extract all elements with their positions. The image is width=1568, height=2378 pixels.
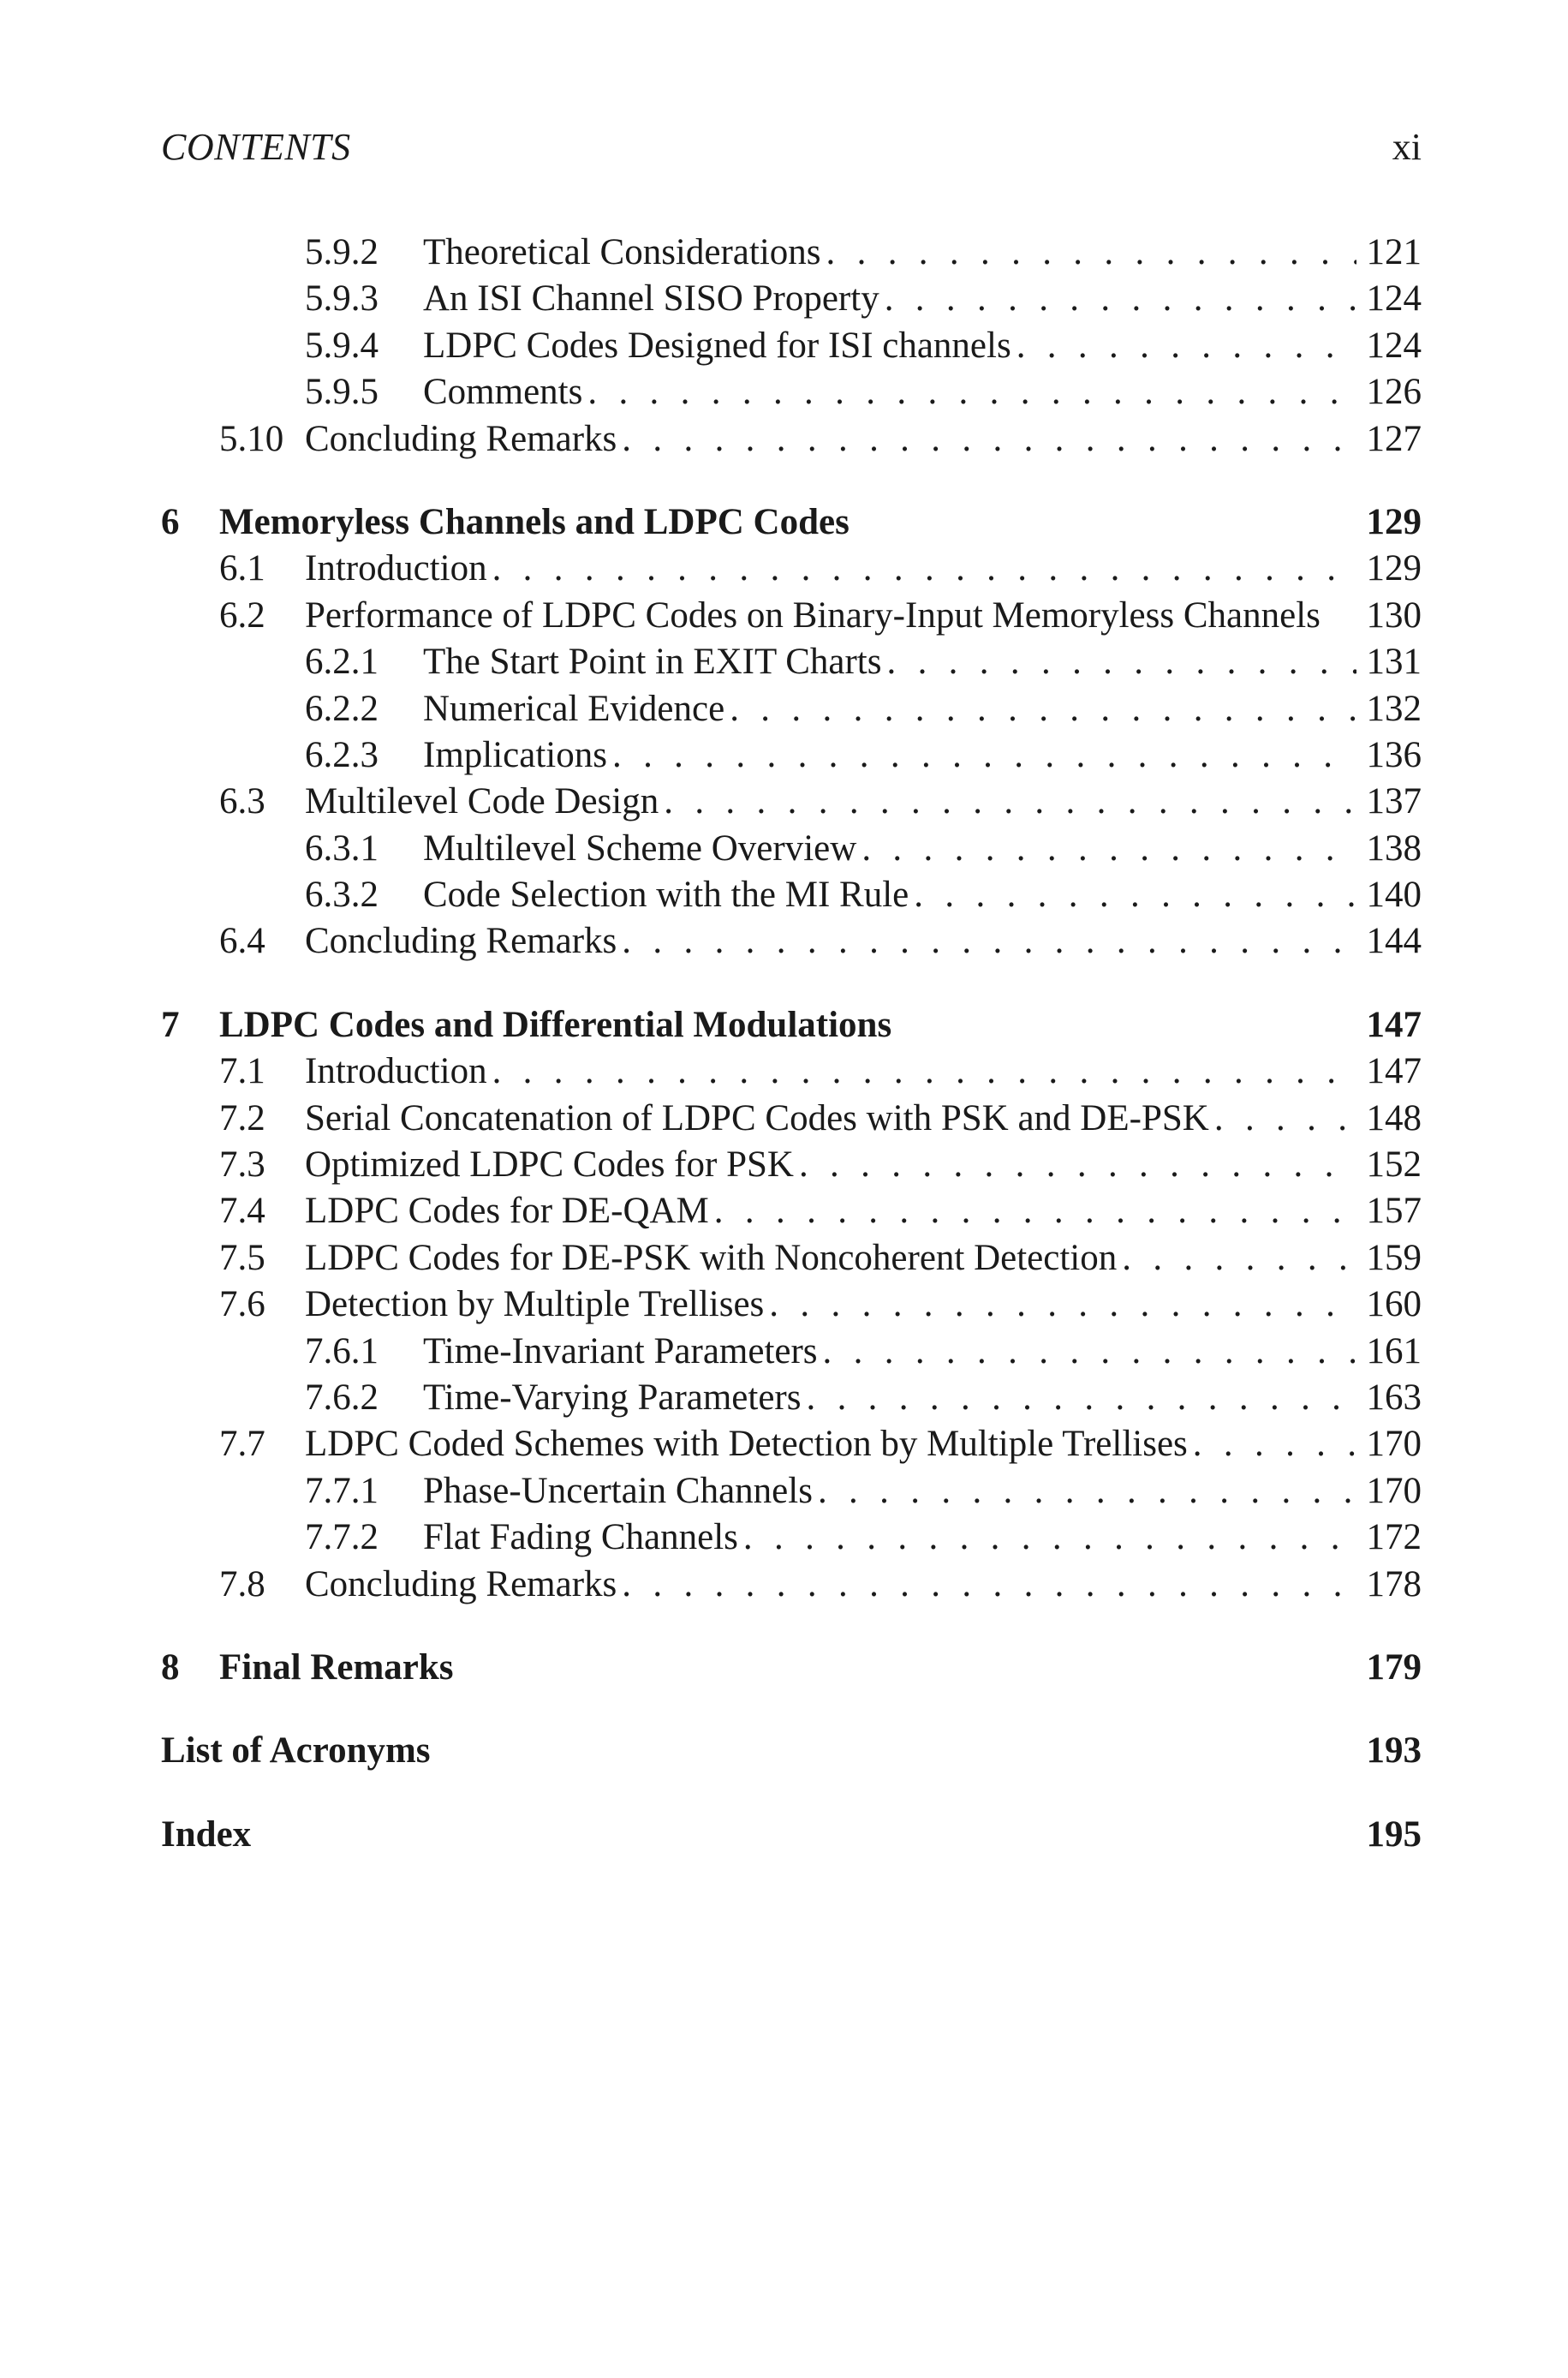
toc-entry[interactable]: [161, 230, 1422, 276]
toc-entry-page: 140: [1366, 875, 1422, 916]
toc-entry-page: 138: [1366, 828, 1422, 869]
toc-entry-title: Memoryless Channels and LDPC Codes: [219, 499, 855, 546]
toc-entry-page: 159: [1366, 1237, 1422, 1278]
dot-leader: [622, 1562, 1356, 1608]
toc-entry[interactable]: [161, 1468, 1422, 1515]
toc-entry-title: Flat Fading Channels: [423, 1515, 743, 1561]
dot-leader: [436, 1728, 1356, 1774]
toc-entry[interactable]: [161, 546, 1422, 592]
toc-entry-title-row: [305, 416, 1422, 463]
dot-leader: [1193, 1421, 1356, 1467]
toc-entry-title: Multilevel Code Design: [305, 779, 664, 825]
toc-entry-title: Detection by Multiple Trellises: [305, 1282, 769, 1328]
toc-entry-title: An ISI Channel SISO Property: [423, 276, 885, 322]
toc-entry-number: 5.9.4: [305, 325, 379, 366]
toc-entry-number: 5.9.3: [305, 278, 379, 320]
toc-entry-page: 136: [1366, 734, 1422, 775]
toc-entry-page: 161: [1366, 1330, 1422, 1371]
toc-entry-title-row: [423, 1468, 1422, 1515]
toc-entry[interactable]: [161, 1645, 1422, 1691]
toc-entry-title-row: [423, 230, 1422, 276]
toc-entry-number: 6.2: [219, 594, 265, 636]
toc-entry-number: 6.3.1: [305, 828, 379, 869]
toc-entry[interactable]: [161, 276, 1422, 322]
dot-leader: [886, 639, 1356, 685]
running-head-title: CONTENTS: [161, 126, 351, 168]
toc-entry[interactable]: [161, 593, 1422, 639]
toc-entry-number: 7: [161, 1004, 180, 1045]
dot-leader: [256, 1812, 1356, 1858]
table-of-contents: [161, 230, 1422, 1858]
dot-leader: [714, 1188, 1356, 1234]
dot-leader: [492, 546, 1356, 592]
toc-entry-number: 7.7.1: [305, 1470, 379, 1511]
dot-leader: [799, 1142, 1356, 1188]
toc-entry-title: Concluding Remarks: [305, 918, 622, 965]
toc-entry-page: 129: [1366, 501, 1422, 542]
toc-entry-number: 7.6: [219, 1284, 265, 1325]
toc-entry[interactable]: [161, 1375, 1422, 1421]
toc-entry-title: Serial Concatenation of LDPC Codes with PSK and DE-PSK: [305, 1096, 1214, 1142]
toc-entry-title-row: [305, 1049, 1422, 1095]
toc-entry-page: 147: [1366, 1051, 1422, 1092]
dot-leader: [492, 1049, 1356, 1095]
toc-entry-title: LDPC Codes and Differential Modulations: [219, 1002, 897, 1049]
toc-entry-page: 147: [1366, 1004, 1422, 1045]
toc-entry-page: 148: [1366, 1097, 1422, 1138]
toc-entry[interactable]: [161, 686, 1422, 732]
toc-entry-title-row: [423, 1375, 1422, 1421]
toc-entry-page: 160: [1366, 1284, 1422, 1325]
toc-entry-title: Concluding Remarks: [305, 416, 622, 463]
toc-entry[interactable]: [161, 1049, 1422, 1095]
toc-entry[interactable]: [161, 1421, 1422, 1467]
toc-entry-title-row: [305, 1421, 1422, 1467]
toc-entry-page: 193: [1366, 1730, 1422, 1772]
dot-leader: [622, 918, 1356, 965]
dot-leader: [823, 1329, 1356, 1375]
toc-entry-page: 144: [1366, 921, 1422, 962]
dot-leader: [885, 276, 1356, 322]
toc-entry-page: 131: [1366, 642, 1422, 683]
toc-entry-page: 132: [1366, 688, 1422, 729]
toc-entry-title: Final Remarks: [219, 1645, 459, 1691]
toc-entry-number: 7.3: [219, 1144, 265, 1186]
toc-entry-title: Performance of LDPC Codes on Binary-Input Memoryless Channels: [305, 593, 1326, 639]
dot-leader: [914, 872, 1356, 918]
toc-entry-title: Introduction: [305, 546, 492, 592]
toc-entry-page: 124: [1366, 325, 1422, 366]
toc-entry-number: 6.3.2: [305, 875, 379, 916]
toc-entry-title-row: [423, 872, 1422, 918]
toc-entry-title-row: [219, 1645, 1422, 1691]
toc-entry-title-row: [305, 918, 1422, 965]
toc-entry[interactable]: [161, 1515, 1422, 1561]
toc-entry-number: 7.5: [219, 1237, 265, 1278]
dot-leader: [1214, 1096, 1356, 1142]
toc-entry-title-row: [219, 499, 1422, 546]
dot-leader: [459, 1645, 1356, 1691]
toc-entry[interactable]: [161, 1728, 1422, 1774]
toc-entry-page: 163: [1366, 1377, 1422, 1418]
toc-entry-title: Theoretical Considerations: [423, 230, 826, 276]
toc-entry[interactable]: [161, 499, 1422, 546]
dot-leader: [1122, 1235, 1356, 1282]
toc-entry-title: Phase-Uncertain Channels: [423, 1468, 818, 1515]
toc-entry-title-row: [423, 323, 1422, 369]
toc-entry-page: 172: [1366, 1517, 1422, 1558]
toc-entry-title: Time-Invariant Parameters: [423, 1329, 823, 1375]
dot-leader: [622, 416, 1356, 463]
toc-entry-number: 6.4: [219, 921, 265, 962]
toc-entry-title-row: [423, 732, 1422, 779]
toc-entry-title: Numerical Evidence: [423, 686, 730, 732]
toc-entry-title: Concluding Remarks: [305, 1562, 622, 1608]
toc-entry[interactable]: [161, 1562, 1422, 1608]
toc-entry-number: 5.10: [219, 418, 284, 459]
toc-entry-title-row: [305, 1096, 1422, 1142]
toc-entry-title-row: [305, 1282, 1422, 1328]
toc-entry-number: 6.2.3: [305, 734, 379, 775]
toc-entry-title: LDPC Codes for DE-QAM: [305, 1188, 714, 1234]
dot-leader: [818, 1468, 1356, 1515]
dot-leader: [862, 826, 1356, 872]
toc-entry-title-row: [305, 1562, 1422, 1608]
toc-entry-number: 6.2.2: [305, 688, 379, 729]
toc-entry-page: 130: [1366, 594, 1422, 636]
toc-entry-number: 7.7: [219, 1424, 265, 1465]
dot-leader: [1326, 593, 1356, 639]
toc-entry-title-row: [423, 369, 1422, 415]
dot-leader: [1017, 323, 1356, 369]
toc-entry-number: 5.9.5: [305, 372, 379, 413]
dot-leader: [664, 779, 1356, 825]
dot-leader: [806, 1375, 1356, 1421]
toc-entry-title: Comments: [423, 369, 587, 415]
toc-entry-page: 179: [1366, 1646, 1422, 1688]
toc-entry-number: 7.8: [219, 1563, 265, 1604]
toc-entry-page: 121: [1366, 232, 1422, 272]
toc-entry[interactable]: [161, 323, 1422, 369]
toc-entry-title: LDPC Codes Designed for ISI channels: [423, 323, 1017, 369]
toc-entry-page: 178: [1366, 1563, 1422, 1604]
toc-entry-page: 170: [1366, 1470, 1422, 1511]
toc-entry[interactable]: [161, 918, 1422, 965]
toc-entry-title-row: [305, 546, 1422, 592]
toc-entry-title-row: [305, 593, 1422, 639]
toc-entry-page: 129: [1366, 548, 1422, 589]
toc-entry-title: The Start Point in EXIT Charts: [423, 639, 886, 685]
toc-entry-title: LDPC Coded Schemes with Detection by Multiple Trellises: [305, 1421, 1193, 1467]
toc-entry-page: 170: [1366, 1424, 1422, 1465]
toc-entry-number: 7.1: [219, 1051, 265, 1092]
toc-entry[interactable]: [161, 872, 1422, 918]
toc-entry-title-row: [423, 639, 1422, 685]
toc-entry-title-row: [423, 826, 1422, 872]
toc-entry-number: 6.3: [219, 781, 265, 822]
toc-entry[interactable]: [161, 1142, 1422, 1188]
toc-entry-title: List of Acronyms: [161, 1728, 436, 1774]
toc-entry-page: 195: [1366, 1813, 1422, 1855]
toc-entry-page: 157: [1366, 1191, 1422, 1232]
toc-entry-number: 7.4: [219, 1191, 265, 1232]
toc-entry-number: 7.7.2: [305, 1517, 379, 1558]
toc-entry[interactable]: [161, 779, 1422, 825]
toc-entry-number: 8: [161, 1646, 180, 1688]
toc-entry-title: Implications: [423, 732, 612, 779]
toc-entry-title-row: [423, 1515, 1422, 1561]
toc-entry-page: 152: [1366, 1144, 1422, 1186]
dot-leader: [769, 1282, 1356, 1328]
page-number: xi: [1392, 126, 1422, 168]
dot-leader: [743, 1515, 1356, 1561]
toc-entry-title-row: [305, 1188, 1422, 1234]
toc-entry-title: LDPC Codes for DE-PSK with Noncoherent Detection: [305, 1235, 1122, 1282]
toc-entry-title: Index: [161, 1812, 256, 1858]
toc-entry[interactable]: [161, 1096, 1422, 1142]
toc-entry-page: 127: [1366, 418, 1422, 459]
toc-entry[interactable]: [161, 1235, 1422, 1282]
toc-entry-title: Multilevel Scheme Overview: [423, 826, 862, 872]
toc-entry[interactable]: [161, 1282, 1422, 1328]
toc-entry-page: 124: [1366, 278, 1422, 320]
toc-entry-number: 6: [161, 501, 180, 542]
toc-entry-title-row: [305, 1142, 1422, 1188]
dot-leader: [612, 732, 1356, 779]
dot-leader: [897, 1002, 1356, 1049]
running-head: [161, 125, 1422, 173]
toc-entry[interactable]: [161, 1812, 1422, 1858]
toc-entry-title-row: [161, 1728, 1422, 1774]
toc-entry-title: Time-Varying Parameters: [423, 1375, 806, 1421]
dot-leader: [587, 369, 1356, 415]
toc-entry-number: 7.6.2: [305, 1377, 379, 1418]
toc-entry-number: 5.9.2: [305, 232, 379, 272]
toc-entry-title-row: [423, 686, 1422, 732]
toc-entry-title: Introduction: [305, 1049, 492, 1095]
toc-entry-number: 7.6.1: [305, 1330, 379, 1371]
toc-entry-title-row: [219, 1002, 1422, 1049]
toc-entry-title: Optimized LDPC Codes for PSK: [305, 1142, 799, 1188]
toc-entry[interactable]: [161, 1188, 1422, 1234]
toc-entry-title-row: [305, 1235, 1422, 1282]
toc-entry-page: 137: [1366, 781, 1422, 822]
toc-entry[interactable]: [161, 732, 1422, 779]
toc-entry[interactable]: [161, 826, 1422, 872]
toc-entry-title-row: [423, 1329, 1422, 1375]
toc-entry-number: 6.2.1: [305, 642, 379, 683]
toc-entry-number: 7.2: [219, 1097, 265, 1138]
toc-entry-title-row: [161, 1812, 1422, 1858]
toc-entry[interactable]: [161, 639, 1422, 685]
toc-entry[interactable]: [161, 416, 1422, 463]
dot-leader: [855, 499, 1356, 546]
toc-entry-page: 126: [1366, 372, 1422, 413]
toc-entry[interactable]: [161, 369, 1422, 415]
dot-leader: [826, 230, 1357, 276]
toc-entry-title-row: [423, 276, 1422, 322]
dot-leader: [730, 686, 1356, 732]
toc-entry[interactable]: [161, 1002, 1422, 1049]
toc-entry-title: Code Selection with the MI Rule: [423, 872, 914, 918]
toc-entry-title-row: [305, 779, 1422, 825]
toc-entry-number: 6.1: [219, 548, 265, 589]
toc-entry[interactable]: [161, 1329, 1422, 1375]
